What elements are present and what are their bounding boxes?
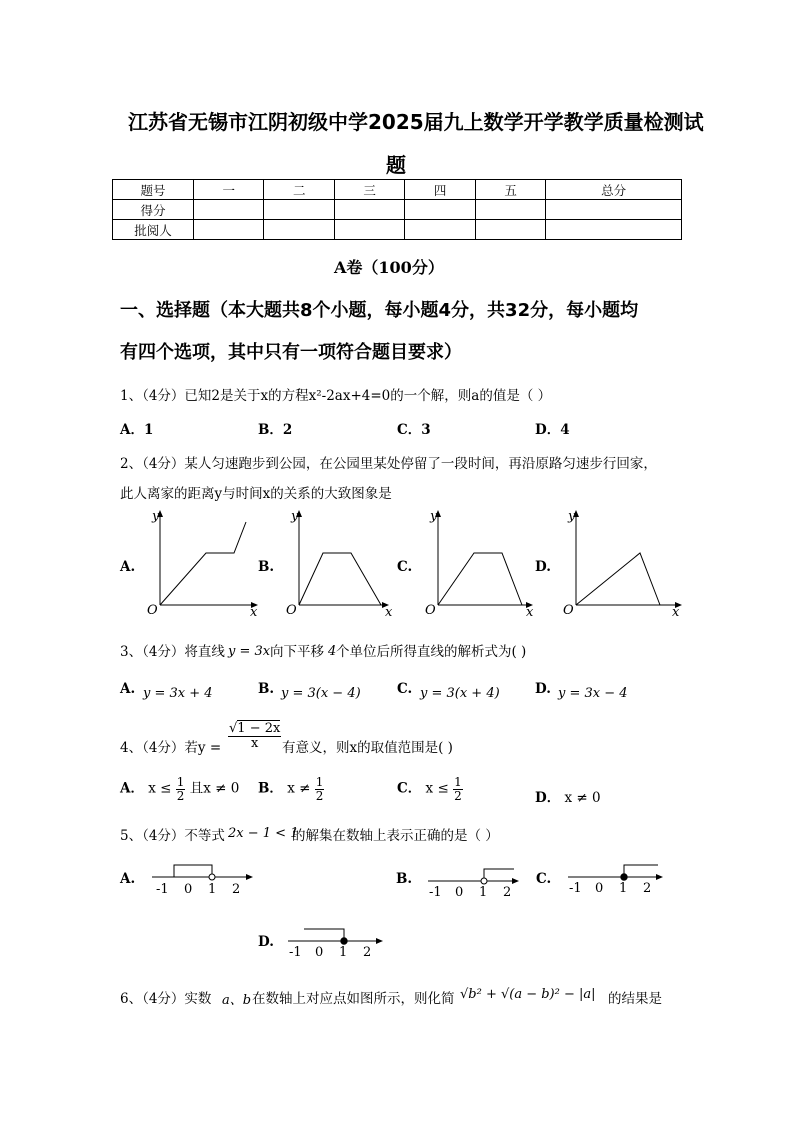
q1-option-a[interactable]: A．1 (120, 422, 154, 438)
q2-option-a[interactable]: A. (120, 559, 136, 575)
q5-option-b[interactable]: B. (396, 871, 413, 887)
q4-option-b-num: 1 (315, 775, 324, 789)
y-axis-label: y (430, 509, 438, 524)
section-heading-line1: 一、选择题（本大题共8个小题，每小题4分，共32分，每小题均 (120, 300, 639, 321)
header-cell: 五 (475, 180, 545, 200)
tick-label: 0 (595, 881, 604, 896)
q1-option-d[interactable]: D．4 (535, 422, 570, 438)
tick-label: 1 (208, 882, 217, 897)
y-axis-label: y (568, 509, 576, 524)
q2-option-c[interactable]: C. (397, 559, 413, 575)
row-label: 得分 (113, 200, 194, 220)
q2-option-d[interactable]: D. (535, 559, 551, 575)
q2-option-b[interactable]: B. (258, 559, 275, 575)
tick-label: -1 (429, 885, 442, 900)
question-6-suffix: 的结果是 (608, 991, 662, 1007)
x-axis-label: x (250, 605, 258, 620)
grader-cell[interactable] (194, 220, 264, 240)
q4-option-d[interactable] (535, 786, 601, 806)
q4-option-c-pre: x ≤ (425, 780, 449, 797)
q3-shift-value: 4 (328, 644, 337, 659)
question-4-prefix: 4、（4分）若y = (120, 740, 222, 756)
tick-label: 1 (339, 945, 348, 960)
q3-option-b[interactable]: B. (258, 681, 275, 697)
q3-option-a-expr[interactable]: y = 3x + 4 (143, 686, 213, 701)
origin-label: O (147, 603, 158, 618)
q5-option-a[interactable]: A. (120, 871, 136, 887)
graph-c (418, 508, 538, 618)
volume-title: A卷（100分） (334, 258, 444, 277)
tick-label: 0 (315, 945, 324, 960)
grader-cell[interactable] (334, 220, 404, 240)
origin-label: O (563, 603, 574, 618)
question-6-middle: 在数轴上对应点如图所示，则化简 (252, 991, 455, 1007)
score-cell[interactable] (475, 200, 545, 220)
page-title-line2: 题 (386, 153, 406, 177)
header-cell: 三 (334, 180, 404, 200)
q3-line-expression: y = 3x (228, 644, 271, 659)
origin-label: O (425, 603, 436, 618)
q3-option-c-expr[interactable]: y = 3(x + 4) (420, 686, 500, 701)
q4-option-a[interactable] (120, 776, 239, 802)
row-label: 批阅人 (113, 220, 194, 240)
grader-cell[interactable] (405, 220, 475, 240)
q4-option-d-text: x ≠ 0 (564, 790, 601, 806)
origin-label: O (286, 603, 297, 618)
number-line-a (150, 860, 260, 898)
q4-option-a-post: 且x ≠ 0 (189, 780, 240, 797)
q1-option-b[interactable]: B．2 (258, 422, 293, 438)
q4-option-a-pre: x ≤ (148, 780, 172, 797)
q4-option-a-num: 1 (176, 775, 185, 789)
question-6-prefix: 6、（4分）实数 (120, 991, 212, 1007)
header-cell: 四 (405, 180, 475, 200)
question-2-line2: 此人离家的距离y与时间x的关系的大致图象是 (120, 486, 392, 502)
score-cell[interactable] (334, 200, 404, 220)
q6-expression: √b² + √(a − b)² − |a| (460, 987, 596, 1002)
q4-option-b-label: B． (258, 780, 283, 797)
score-cell[interactable] (405, 200, 475, 220)
q4-radicand: 1 − 2x (237, 721, 281, 736)
number-line-b (426, 864, 526, 902)
question-2-line1: 2、（4分）某人匀速跑步到公园，在公园里某处停留了一段时间，再沿原路匀速步行回家， (120, 456, 657, 472)
score-cell[interactable] (264, 200, 334, 220)
tick-label: 2 (363, 945, 372, 960)
q4-option-b[interactable] (258, 776, 324, 802)
q4-option-c-label: C． (397, 780, 422, 797)
q3-option-c[interactable]: C. (397, 681, 413, 697)
tick-label: -1 (569, 881, 582, 896)
question-3-suffix: 个单位后所得直线的解析式为( ) (336, 644, 527, 660)
q5-option-c[interactable]: C. (536, 871, 552, 887)
y-axis-label: y (152, 509, 160, 524)
number-line-c (566, 860, 670, 898)
q6-vars: a、b (222, 993, 252, 1008)
q4-option-d-label: D． (535, 790, 561, 806)
question-5-suffix: 的解集在数轴上表示正确的是（ ） (292, 828, 499, 844)
graph-a (140, 508, 260, 618)
tick-label: -1 (289, 945, 302, 960)
q4-option-b-den: 2 (315, 788, 324, 803)
tick-label: 1 (619, 881, 628, 896)
question-1-text: 1、（4分）已知2是关于x的方程x²-2ax+4=0的一个解，则a的值是（ ） (120, 388, 552, 404)
q5-inequality: 2x − 1 < 1 (228, 826, 299, 841)
q4-fraction-numerator: √1 − 2x (229, 721, 281, 736)
section-heading-line2: 有四个选项，其中只有一项符合题目要求） (120, 342, 462, 363)
q4-option-c-den: 2 (454, 788, 462, 803)
header-cell: 总分 (546, 180, 682, 200)
q3-option-d[interactable]: D. (535, 681, 551, 697)
score-table (112, 179, 682, 240)
header-cell: 二 (264, 180, 334, 200)
grader-cell[interactable] (264, 220, 334, 240)
graph-d (556, 508, 686, 618)
q4-option-a-label: A． (120, 780, 144, 797)
x-axis-label: x (526, 605, 534, 620)
q3-option-a[interactable]: A. (120, 681, 136, 697)
grader-cell[interactable] (475, 220, 545, 240)
score-row (113, 200, 682, 220)
score-table-header-row (113, 180, 682, 200)
tick-label: 2 (232, 882, 241, 897)
question-5-prefix: 5、（4分）不等式 (120, 828, 225, 844)
grader-row (113, 220, 682, 240)
q4-denominator: x (250, 735, 259, 751)
tick-label: 0 (184, 882, 193, 897)
x-axis-label: x (672, 605, 680, 620)
q4-option-b-pre: x ≠ (287, 780, 311, 797)
question-3-prefix: 3、（4分）将直线 (120, 644, 225, 660)
score-cell[interactable] (546, 200, 682, 220)
header-cell: 题号 (113, 180, 194, 200)
score-cell[interactable] (194, 200, 264, 220)
tick-label: 2 (503, 885, 512, 900)
question-3-middle: 向下平移 (270, 644, 324, 660)
q1-option-c[interactable]: C．3 (397, 422, 431, 438)
tick-label: 1 (479, 885, 488, 900)
q4-option-c[interactable] (397, 776, 463, 802)
page-title-line1: 江苏省无锡市江阴初级中学2025届九上数学开学教学质量检测试 (128, 110, 704, 134)
grader-cell[interactable] (546, 220, 682, 240)
q4-fraction (228, 722, 281, 750)
graph-b (279, 508, 399, 618)
x-axis-label: x (385, 605, 393, 620)
y-axis-label: y (291, 509, 299, 524)
tick-label: 2 (643, 881, 652, 896)
number-line-d (286, 924, 390, 962)
q5-option-d[interactable]: D. (258, 934, 274, 950)
q4-option-c-num: 1 (454, 775, 462, 789)
q4-option-a-den: 2 (176, 788, 185, 803)
tick-label: 0 (455, 885, 464, 900)
header-cell: 一 (194, 180, 264, 200)
q3-option-b-expr[interactable]: y = 3(x − 4) (281, 686, 361, 701)
tick-label: -1 (156, 882, 169, 897)
q3-option-d-expr[interactable]: y = 3x − 4 (558, 686, 628, 701)
question-4-suffix: 有意义，则x的取值范围是( ) (282, 740, 453, 756)
